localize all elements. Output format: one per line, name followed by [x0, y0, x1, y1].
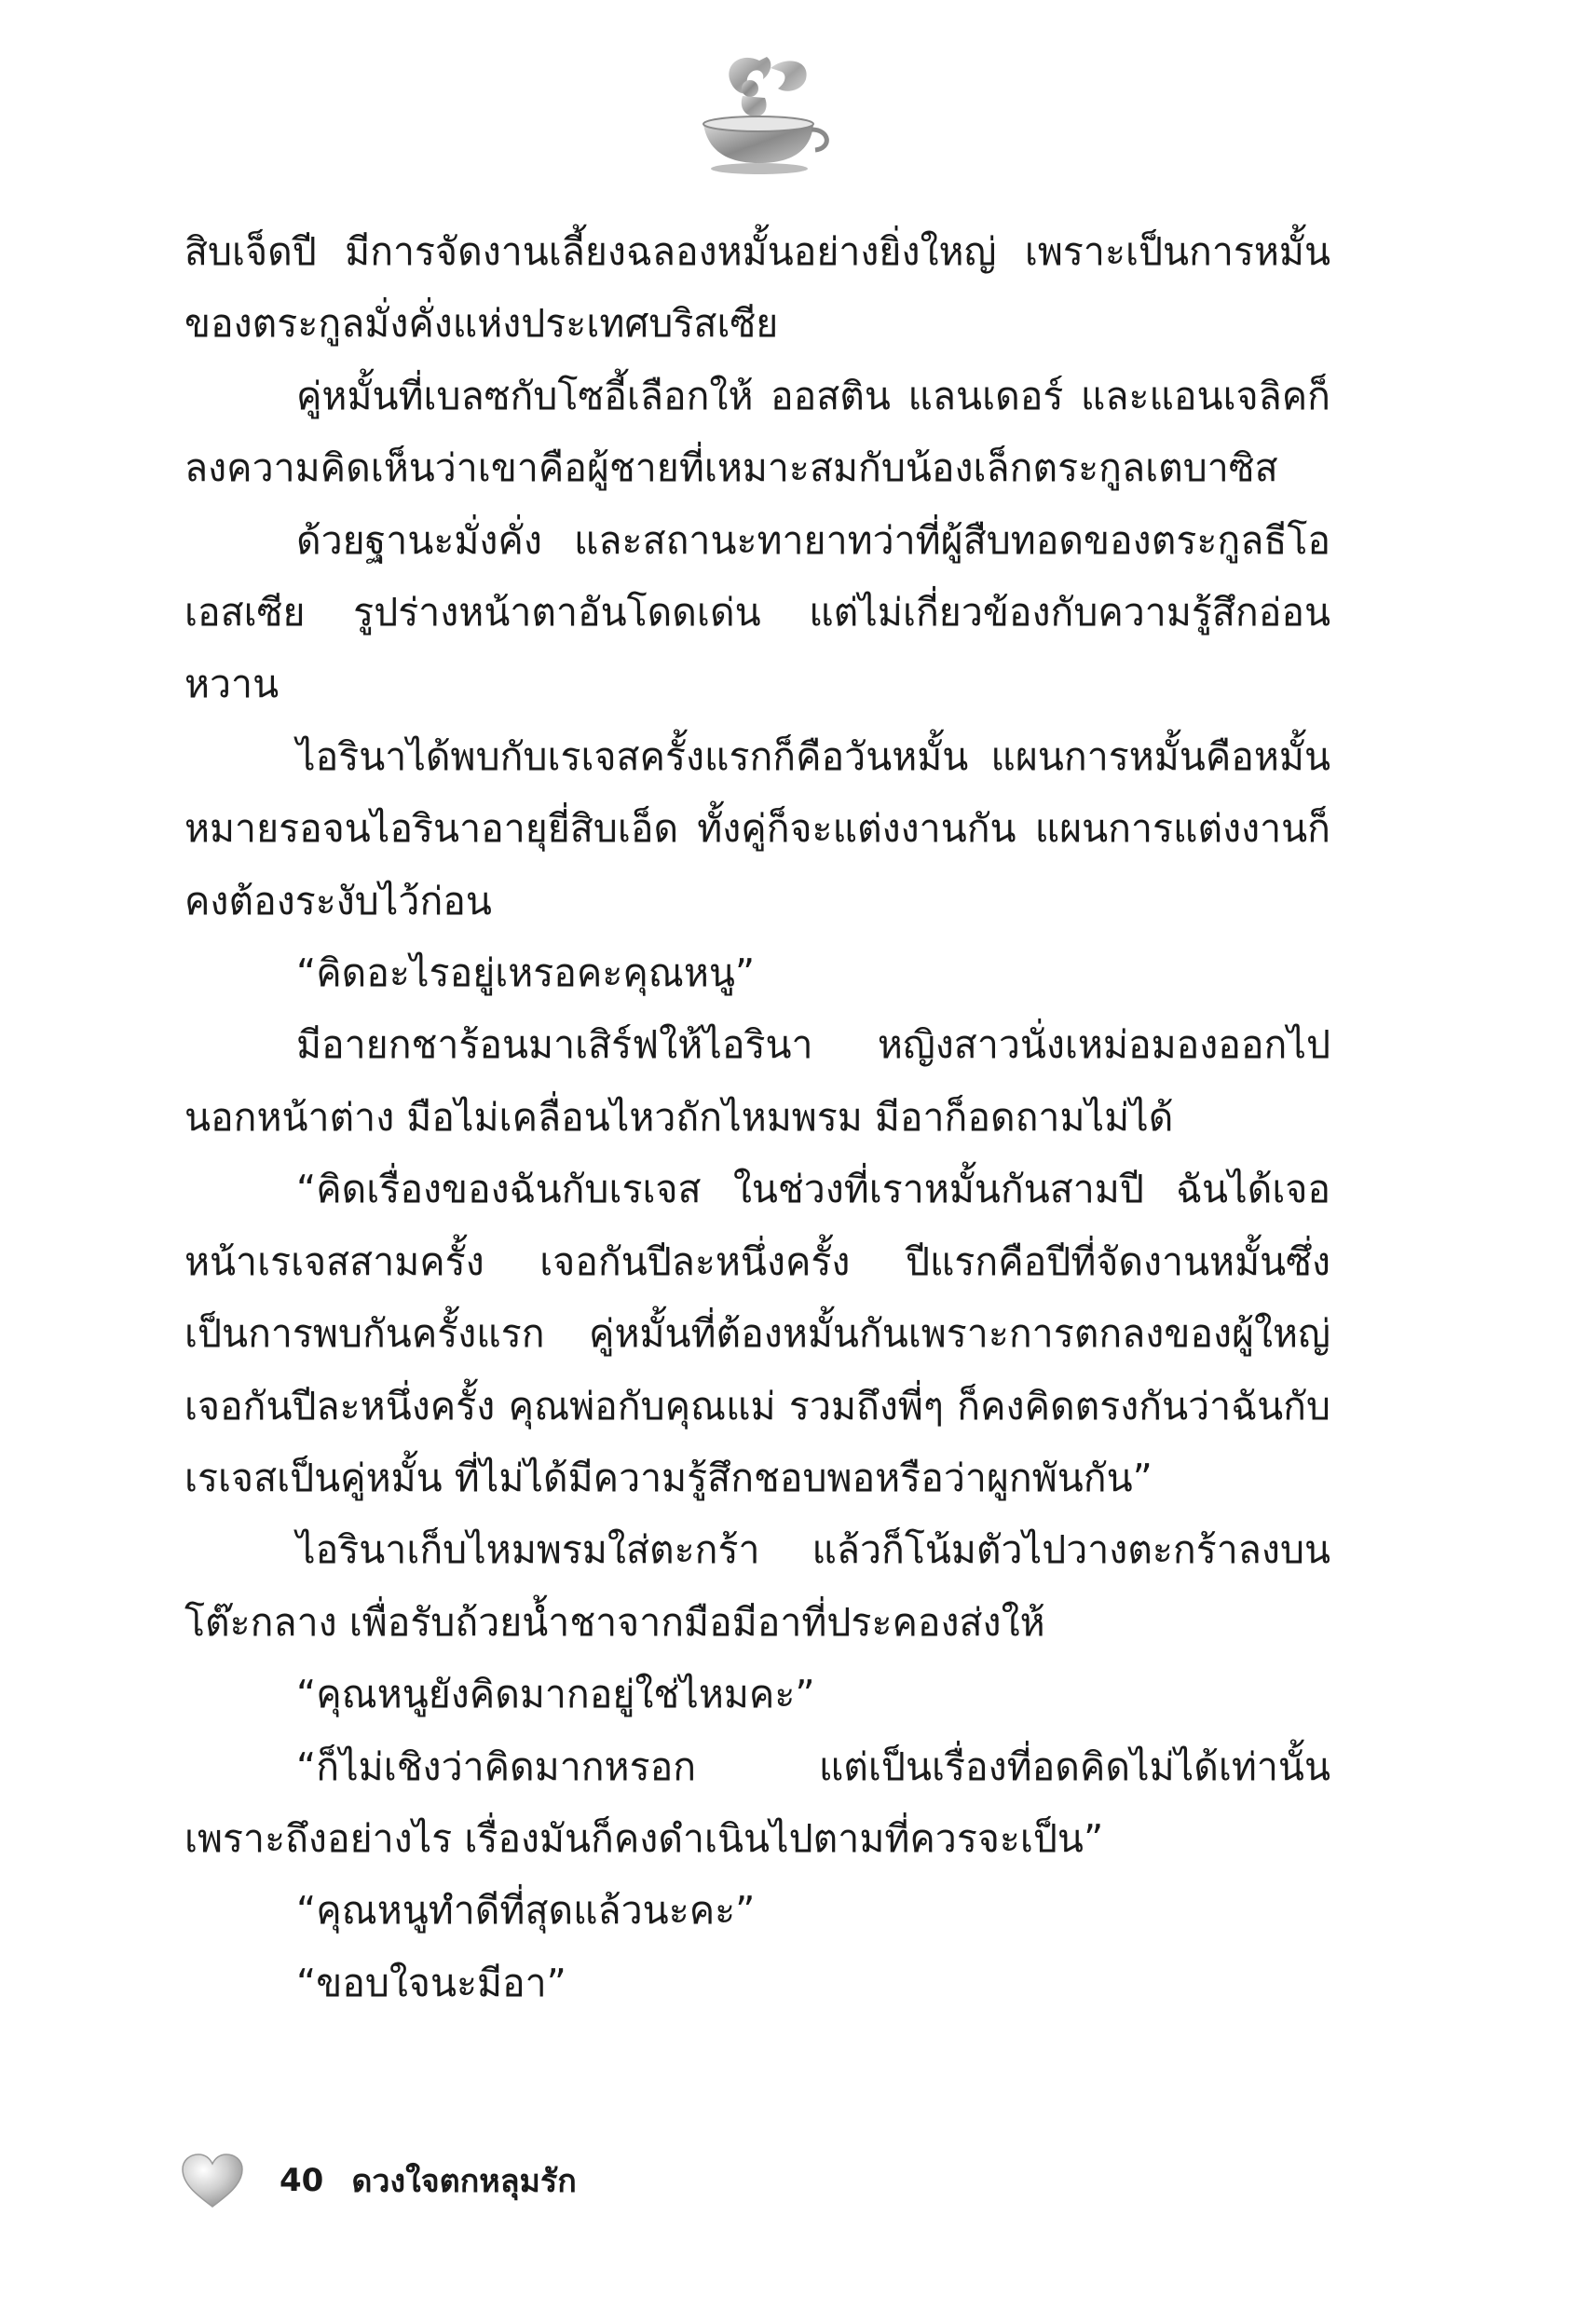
paragraph: “คุณหนูยังคิดมากอยู่ใช่ไหมคะ”: [296, 1672, 815, 1717]
paragraph: ไอรินาได้พบกับเรเจสครั้งแรกก็คือวันหมั้น แผนการหมั้นคือหมั้นหมายรอจนไอรินาอายุยี่สิบเอ็ด ทั้งคู่ก็จะแต่งงานกัน แผนการแต่งงานก็คงต้องระงับไว้ก่อน: [184, 733, 1330, 923]
paragraph: คู่หมั้นที่เบลซกับโซอี้เลือกให้ ออสติน แลนเดอร์ และแอนเจลิคก็ลงความคิดเห็นว่าเขาคือผู้ชายที่เหมาะสมกับน้องเล็กตระกูลเตบาซิส: [184, 373, 1330, 491]
cupid-teacup-ornament: [685, 51, 834, 177]
body-text: [184, 216, 1330, 2019]
paragraph: “ก็ไม่เชิงว่าคิดมากหรอก แต่เป็นเรื่องที่อดคิดไม่ได้เท่านั้น เพราะถึงอย่างไร เรื่องมันก็คงดำเนินไปตามที่ควรจะเป็น”: [184, 1744, 1330, 1861]
paragraph: ไอรินาเก็บไหมพรมใส่ตะกร้า แล้วก็โน้มตัวไปวางตะกร้าลงบนโต๊ะกลาง เพื่อรับถ้วยน้ำชาจากมือมีอาที่ประคองส่งให้: [184, 1527, 1330, 1645]
paragraph: มีอายกชาร้อนมาเสิร์ฟให้ไอรินา หญิงสาวนั่งเหม่อมองออกไปนอกหน้าต่าง มือไม่เคลื่อนไหวถักไหมพรม มีอาก็อดถามไม่ได้: [184, 1022, 1330, 1140]
book-title: ดวงใจตกหลุมรัก: [351, 2163, 577, 2200]
paragraph: “คิดเรื่องของฉันกับเรเจส ในช่วงที่เราหมั้นกันสามปี ฉันได้เจอหน้าเรเจสสามครั้ง เจอกันปีละหนึ่งครั้ง ปีแรกคือปีที่จัดงานหมั้นซึ่งเป็นการพบกันครั้งแรก คู่หมั้นที่ต้องหมั้นกันเพราะการตกลงของผู้ใหญ่ เจอกันปีละหนึ่งครั้ง คุณพ่อกับคุณแม่ รวมถึงพี่ๆ ก็คงคิดตรงกันว่าฉันกับเรเจสเป็นคู่หมั้น ที่ไม่ได้มีความรู้สึกชอบพอหรือว่าผูกพันกัน”: [184, 1167, 1330, 1500]
heart-icon: [179, 2151, 246, 2210]
page-footer: [179, 2143, 577, 2218]
paragraph: “คุณหนูทำดีที่สุดแล้วนะคะ”: [296, 1888, 756, 1934]
paragraph: “คิดอะไรอยู่เหรอคะคุณหนู”: [296, 950, 756, 996]
paragraph: “ขอบใจนะมีอา”: [296, 1960, 566, 2005]
paragraph: สิบเจ็ดปี มีการจัดงานเลี้ยงฉลองหมั้นอย่างยิ่งใหญ่ เพราะเป็นการหมั้นของตระกูลมั่งคั่งแห่งประเทศบริสเซีย: [184, 229, 1330, 347]
page-number: 40: [280, 2162, 324, 2199]
paragraph: ด้วยฐานะมั่งคั่ง และสถานะทายาทว่าที่ผู้สืบทอดของตระกูลธีโอเอสเซีย รูปร่างหน้าตาอันโดดเด่น แต่ไม่เกี่ยวข้องกับความรู้สึกอ่อนหวาน: [184, 517, 1330, 707]
